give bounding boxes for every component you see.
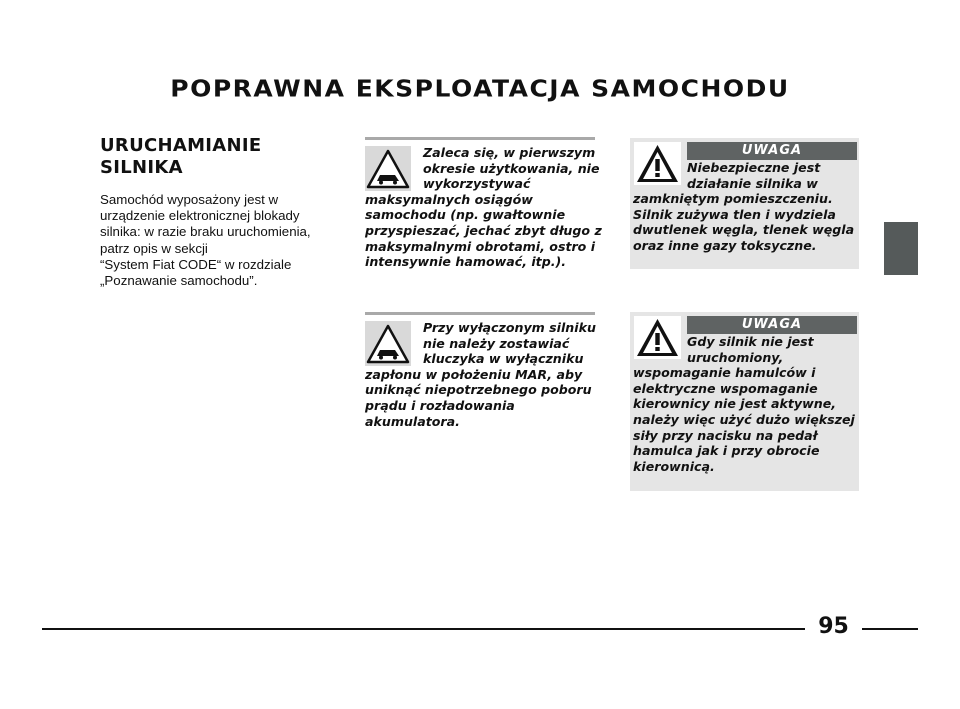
note-top-rule	[365, 312, 595, 315]
note-line: prądu i rozładowania	[365, 397, 515, 413]
footer-rule-left	[42, 628, 805, 630]
warning-line: dwutlenek węgla, tlenek węgla	[633, 222, 855, 238]
page-number: 95	[818, 614, 849, 639]
note-line: nie należy zostawiać	[423, 335, 570, 351]
chapter-tab-marker	[884, 222, 918, 275]
warning-label: UWAGA	[687, 142, 857, 160]
warning-line: wspomaganie hamulców i	[633, 365, 816, 381]
warning-line: działanie silnika w	[687, 175, 818, 191]
warning-line: zamkniętym pomieszczeniu.	[633, 191, 833, 207]
car-caution-icon	[365, 321, 411, 366]
body-line: Samochód wyposażony jest w	[100, 192, 279, 207]
note-top-rule	[365, 137, 595, 140]
page-title: POPRAWNA EKSPLOATACJA SAMOCHODU	[170, 75, 790, 102]
note-line: Zaleca się, w pierwszym	[423, 145, 596, 160]
note-line: kluczyka w wyłączniku	[423, 351, 584, 367]
note-line: Przy wyłączonym silniku	[423, 320, 596, 335]
footer-rule-right	[862, 628, 918, 630]
warning-line: kierownicą.	[633, 458, 715, 474]
section-heading-line: SILNIKA	[100, 157, 183, 178]
section-heading	[100, 135, 330, 179]
warning-box-enclosed-space	[630, 138, 859, 269]
body-line: silnika: w razie braku uruchomienia,	[100, 224, 311, 240]
note-line: akumulatora.	[365, 413, 460, 429]
body-line: „Poznawanie samochodu”.	[100, 273, 258, 289]
warning-line: siły przy nacisku na pedał	[633, 427, 818, 443]
note-line: zapłonu w położeniu MAR, aby	[365, 366, 583, 382]
warning-line: hamulca jak i przy obrocie	[633, 443, 820, 459]
warning-line: elektryczne wspomaganie	[633, 380, 818, 396]
warning-line: kierownicy nie jest aktywne,	[633, 396, 837, 412]
warning-box-power-assist	[630, 312, 859, 491]
warning-line: Niebezpieczne jest	[687, 160, 821, 175]
body-line: patrz opis w sekcji	[100, 240, 208, 256]
section-body	[100, 192, 340, 289]
caution-note-break-in	[365, 137, 602, 270]
note-line: przyspieszać, jechać zbyt długo z	[365, 222, 602, 238]
warning-line: oraz inne gazy toksyczne.	[633, 237, 817, 253]
warning-line: Gdy silnik nie jest	[687, 334, 814, 349]
note-line: maksymalnymi obrotami, ostro i	[365, 238, 596, 254]
warning-label: UWAGA	[687, 316, 857, 334]
section-heading-line: URUCHAMIANIE	[100, 135, 262, 156]
note-line: intensywnie hamować, itp.).	[365, 254, 567, 270]
warning-line: Silnik zużywa tlen i wydziela	[633, 206, 836, 222]
note-line: uniknąć niepotrzebnego poboru	[365, 382, 592, 398]
warning-line: należy więc użyć dużo większej	[633, 411, 855, 427]
warning-text	[633, 160, 857, 254]
warning-line: uruchomiony,	[687, 349, 784, 365]
note-line: maksymalnych osiągów	[365, 191, 533, 207]
note-line: samochodu (np. gwałtownie	[365, 207, 566, 223]
body-line: “System Fiat CODE“ w rozdziale	[100, 256, 292, 272]
note-line: okresie użytkowania, nie	[423, 160, 600, 176]
body-line: urządzenie elektronicznej blokady	[100, 208, 300, 224]
caution-note-ignition-key	[365, 312, 595, 429]
car-caution-icon	[365, 146, 411, 191]
note-line: wykorzystywać	[423, 176, 531, 192]
warning-text	[633, 334, 857, 474]
